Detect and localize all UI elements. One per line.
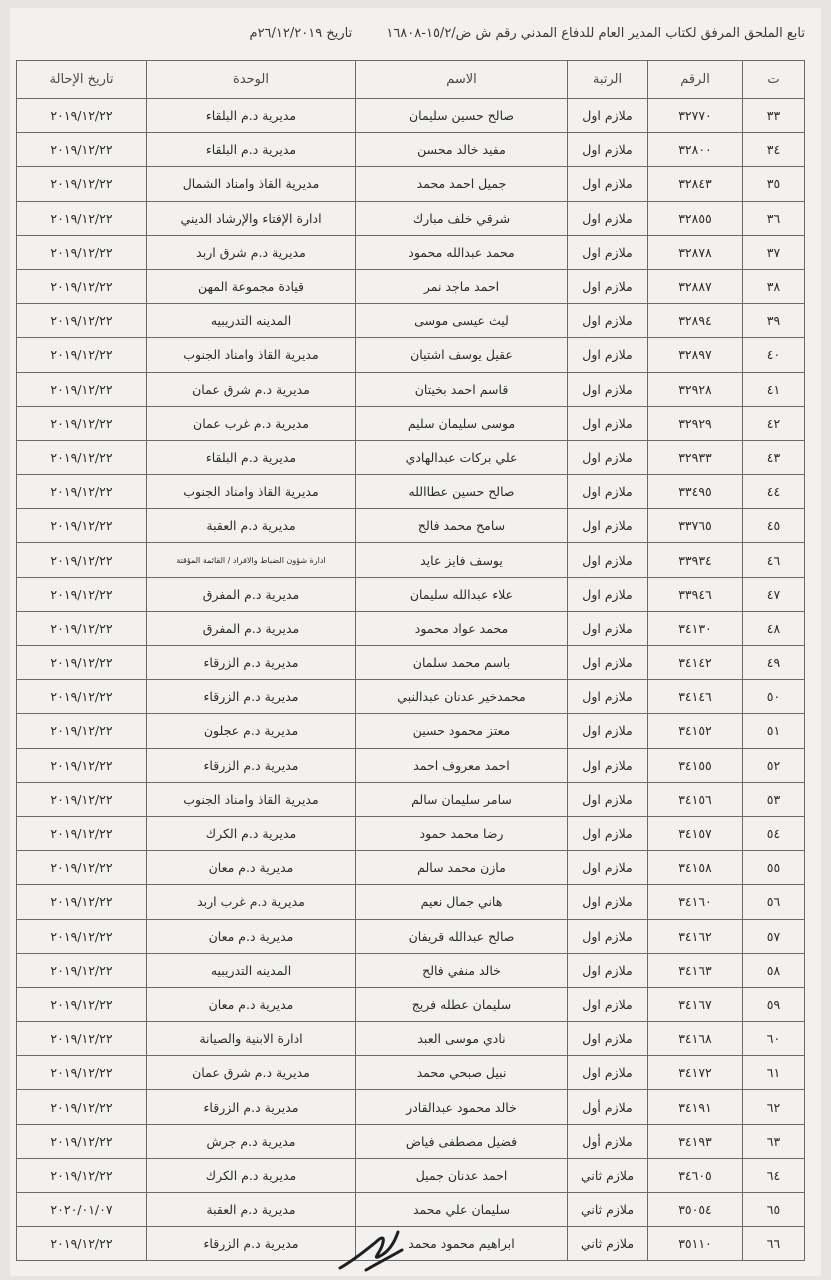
cell-name: احمد معروف احمد xyxy=(356,748,568,782)
cell-rank: ملازم اول xyxy=(568,269,648,303)
cell-unit: مديرية د.م شرق اربد xyxy=(147,235,356,269)
cell-rank: ملازم اول xyxy=(568,440,648,474)
table-row xyxy=(17,782,805,816)
cell-rank: ملازم اول xyxy=(568,372,648,406)
cell-rank: ملازم اول xyxy=(568,167,648,201)
cell-number: ٣٢٨٩٧ xyxy=(648,338,743,372)
cell-unit: مديرية د.م الزرقاء xyxy=(147,1227,356,1261)
cell-number: ٣٣٤٩٥ xyxy=(648,475,743,509)
cell-unit: مديرية القاذ وامناد الشمال xyxy=(147,167,356,201)
cell-number: ٣٢٨٠٠ xyxy=(648,133,743,167)
cell-name: احمد عدنان جميل xyxy=(356,1158,568,1192)
cell-name: سامر سليمان سالم xyxy=(356,782,568,816)
cell-number: ٣٥١١٠ xyxy=(648,1227,743,1261)
cell-name: شرقي خلف مبارك xyxy=(356,201,568,235)
cell-seq: ٥٢ xyxy=(743,748,805,782)
table-row xyxy=(17,953,805,987)
cell-name: سليمان علي محمد xyxy=(356,1193,568,1227)
cell-number: ٣٤١٩١ xyxy=(648,1090,743,1124)
cell-date: ٢٠١٩/١٢/٢٢ xyxy=(17,851,147,885)
cell-unit: مديرية د.م معان xyxy=(147,919,356,953)
cell-unit: مديرية د.م البلقاء xyxy=(147,133,356,167)
table-row xyxy=(17,680,805,714)
cell-seq: ٣٤ xyxy=(743,133,805,167)
cell-date: ٢٠١٩/١٢/٢٢ xyxy=(17,509,147,543)
cell-rank: ملازم اول xyxy=(568,235,648,269)
cell-unit: مديرية د.م المفرق xyxy=(147,577,356,611)
table-row xyxy=(17,338,805,372)
cell-rank: ملازم ثاني xyxy=(568,1158,648,1192)
cell-date: ٢٠١٩/١٢/٢٢ xyxy=(17,1158,147,1192)
cell-date: ٢٠١٩/١٢/٢٢ xyxy=(17,987,147,1021)
cell-rank: ملازم اول xyxy=(568,782,648,816)
cell-date: ٢٠١٩/١٢/٢٢ xyxy=(17,1227,147,1261)
cell-number: ٣٤١٦٠ xyxy=(648,885,743,919)
cell-seq: ٤١ xyxy=(743,372,805,406)
table-row xyxy=(17,748,805,782)
cell-date: ٢٠١٩/١٢/٢٢ xyxy=(17,1022,147,1056)
cell-number: ٣٤١٣٠ xyxy=(648,611,743,645)
cell-unit: قيادة مجموعة المهن xyxy=(147,269,356,303)
cell-seq: ٤٨ xyxy=(743,611,805,645)
cell-unit: مديرية د.م غرب عمان xyxy=(147,406,356,440)
cell-rank: ملازم اول xyxy=(568,748,648,782)
cell-name: محمدخير عدنان عبدالنبي xyxy=(356,680,568,714)
cell-name: علاء عبدالله سليمان xyxy=(356,577,568,611)
cell-seq: ٤٧ xyxy=(743,577,805,611)
cell-unit: مديرية د.م الزرقاء xyxy=(147,680,356,714)
cell-number: ٣٢٨٩٤ xyxy=(648,304,743,338)
column-header-unit: الوحدة xyxy=(147,61,356,99)
table-row xyxy=(17,167,805,201)
cell-date: ٢٠١٩/١٢/٢٢ xyxy=(17,816,147,850)
cell-seq: ٥٦ xyxy=(743,885,805,919)
cell-seq: ٣٣ xyxy=(743,99,805,133)
cell-date: ٢٠١٩/١٢/٢٢ xyxy=(17,782,147,816)
cell-name: رضا محمد حمود xyxy=(356,816,568,850)
cell-number: ٣٤١٧٢ xyxy=(648,1056,743,1090)
cell-unit: مديرية القاذ وامناد الجنوب xyxy=(147,782,356,816)
cell-number: ٣٢٩٢٨ xyxy=(648,372,743,406)
cell-rank: ملازم اول xyxy=(568,987,648,1021)
cell-name: جميل احمد محمد xyxy=(356,167,568,201)
cell-unit: المدينه التدريبيه xyxy=(147,304,356,338)
cell-rank: ملازم اول xyxy=(568,611,648,645)
table-row xyxy=(17,543,805,577)
cell-rank: ملازم اول xyxy=(568,577,648,611)
cell-date: ٢٠١٩/١٢/٢٢ xyxy=(17,269,147,303)
cell-rank: ملازم ثاني xyxy=(568,1227,648,1261)
table-row xyxy=(17,1056,805,1090)
table-row xyxy=(17,987,805,1021)
cell-number: ٣٤١٦٧ xyxy=(648,987,743,1021)
cell-rank: ملازم اول xyxy=(568,1022,648,1056)
cell-unit: مديرية د.م البلقاء xyxy=(147,99,356,133)
cell-number: ٣٤١٦٢ xyxy=(648,919,743,953)
cell-unit: مديرية د.م العقبة xyxy=(147,509,356,543)
table-row xyxy=(17,1090,805,1124)
cell-rank: ملازم اول xyxy=(568,680,648,714)
cell-rank: ملازم اول xyxy=(568,304,648,338)
cell-number: ٣٢٨٥٥ xyxy=(648,201,743,235)
cell-seq: ٤٤ xyxy=(743,475,805,509)
cell-name: علي بركات عبدالهادي xyxy=(356,440,568,474)
cell-unit: مديرية د.م الكرك xyxy=(147,1158,356,1192)
cell-date: ٢٠١٩/١٢/٢٢ xyxy=(17,1090,147,1124)
cell-unit: مديرية د.م عجلون xyxy=(147,714,356,748)
cell-rank: ملازم اول xyxy=(568,509,648,543)
cell-name: قاسم احمد بخيتان xyxy=(356,372,568,406)
cell-date: ٢٠١٩/١٢/٢٢ xyxy=(17,646,147,680)
cell-name: احمد ماجد نمر xyxy=(356,269,568,303)
cell-number: ٣٤١٤٢ xyxy=(648,646,743,680)
table-row xyxy=(17,269,805,303)
cell-date: ٢٠١٩/١٢/٢٢ xyxy=(17,611,147,645)
table-row xyxy=(17,816,805,850)
cell-rank: ملازم اول xyxy=(568,338,648,372)
cell-date: ٢٠١٩/١٢/٢٢ xyxy=(17,133,147,167)
cell-unit: مديرية د.م الكرك xyxy=(147,816,356,850)
cell-name: ابراهيم محمود محمد xyxy=(356,1227,568,1261)
cell-number: ٣٢٨٨٧ xyxy=(648,269,743,303)
cell-seq: ٦٥ xyxy=(743,1193,805,1227)
cell-rank: ملازم اول xyxy=(568,953,648,987)
cell-unit: مديرية د.م معان xyxy=(147,851,356,885)
cell-date: ٢٠١٩/١٢/٢٢ xyxy=(17,167,147,201)
cell-rank: ملازم اول xyxy=(568,201,648,235)
cell-number: ٣٤١٩٣ xyxy=(648,1124,743,1158)
table-row xyxy=(17,406,805,440)
cell-date: ٢٠١٩/١٢/٢٢ xyxy=(17,680,147,714)
cell-rank: ملازم اول xyxy=(568,1056,648,1090)
cell-name: نبيل صبحي محمد xyxy=(356,1056,568,1090)
table-row xyxy=(17,885,805,919)
table-row xyxy=(17,714,805,748)
table-row xyxy=(17,475,805,509)
cell-seq: ٣٥ xyxy=(743,167,805,201)
cell-unit: مديرية القاذ وامناد الجنوب xyxy=(147,338,356,372)
cell-seq: ٥٣ xyxy=(743,782,805,816)
table-body xyxy=(17,99,805,1261)
cell-name: نادي موسى العبد xyxy=(356,1022,568,1056)
cell-date: ٢٠١٩/١٢/٢٢ xyxy=(17,235,147,269)
cell-date: ٢٠١٩/١٢/٢٢ xyxy=(17,1124,147,1158)
table-row xyxy=(17,99,805,133)
cell-date: ٢٠١٩/١٢/٢٢ xyxy=(17,953,147,987)
cell-rank: ملازم اول xyxy=(568,646,648,680)
cell-number: ٣٣٧٦٥ xyxy=(648,509,743,543)
cell-date: ٢٠١٩/١٢/٢٢ xyxy=(17,475,147,509)
cell-seq: ٥٨ xyxy=(743,953,805,987)
cell-seq: ٦٢ xyxy=(743,1090,805,1124)
cell-unit: مديرية د.م شرق عمان xyxy=(147,372,356,406)
cell-date: ٢٠١٩/١٢/٢٢ xyxy=(17,1056,147,1090)
cell-number: ٣٤١٥٥ xyxy=(648,748,743,782)
cell-number: ٣٢٩٢٩ xyxy=(648,406,743,440)
cell-unit: ادارة شؤون الضباط والافراد / القائمة المؤقتة xyxy=(147,543,356,577)
cell-name: ليث عيسى موسى xyxy=(356,304,568,338)
cell-rank: ملازم اول xyxy=(568,475,648,509)
cell-date: ٢٠١٩/١٢/٢٢ xyxy=(17,748,147,782)
table-row xyxy=(17,1022,805,1056)
cell-number: ٣٤١٤٦ xyxy=(648,680,743,714)
cell-rank: ملازم اول xyxy=(568,714,648,748)
cell-number: ٣٣٩٤٦ xyxy=(648,577,743,611)
table-row xyxy=(17,1193,805,1227)
cell-rank: ملازم اول xyxy=(568,919,648,953)
cell-unit: مديرية د.م شرق عمان xyxy=(147,1056,356,1090)
cell-date: ٢٠٢٠/٠١/٠٧ xyxy=(17,1193,147,1227)
column-header-rank: الرتبة xyxy=(568,61,648,99)
cell-number: ٣٥٠٥٤ xyxy=(648,1193,743,1227)
table-row xyxy=(17,372,805,406)
cell-number: ٣٣٩٣٤ xyxy=(648,543,743,577)
cell-seq: ٦٦ xyxy=(743,1227,805,1261)
cell-rank: ملازم اول xyxy=(568,816,648,850)
cell-name: سامح محمد فالح xyxy=(356,509,568,543)
cell-name: محمد عبدالله محمود xyxy=(356,235,568,269)
cell-number: ٣٤٦٠٥ xyxy=(648,1158,743,1192)
cell-unit: مديرية د.م جرش xyxy=(147,1124,356,1158)
cell-name: صالح عبدالله قريفان xyxy=(356,919,568,953)
cell-seq: ٥١ xyxy=(743,714,805,748)
table-row xyxy=(17,1158,805,1192)
cell-seq: ٦٣ xyxy=(743,1124,805,1158)
cell-unit: مديرية د.م الزرقاء xyxy=(147,1090,356,1124)
cell-rank: ملازم ثاني xyxy=(568,1193,648,1227)
cell-name: يوسف فايز عايد xyxy=(356,543,568,577)
cell-date: ٢٠١٩/١٢/٢٢ xyxy=(17,304,147,338)
cell-date: ٢٠١٩/١٢/٢٢ xyxy=(17,338,147,372)
table-row xyxy=(17,646,805,680)
cell-date: ٢٠١٩/١٢/٢٢ xyxy=(17,919,147,953)
table-row xyxy=(17,235,805,269)
table-row xyxy=(17,509,805,543)
cell-number: ٣٤١٦٣ xyxy=(648,953,743,987)
cell-seq: ٥٩ xyxy=(743,987,805,1021)
cell-unit: مديرية د.م العقبة xyxy=(147,1193,356,1227)
cell-unit: مديرية د.م غرب اربد xyxy=(147,885,356,919)
table-row xyxy=(17,201,805,235)
cell-date: ٢٠١٩/١٢/٢٢ xyxy=(17,201,147,235)
cell-date: ٢٠١٩/١٢/٢٢ xyxy=(17,714,147,748)
cell-date: ٢٠١٩/١٢/٢٢ xyxy=(17,372,147,406)
table-header-row xyxy=(17,61,805,99)
cell-name: صالح حسين سليمان xyxy=(356,99,568,133)
cell-name: معتز محمود حسين xyxy=(356,714,568,748)
cell-unit: المدينه التدريبيه xyxy=(147,953,356,987)
cell-name: مازن محمد سالم xyxy=(356,851,568,885)
cell-date: ٢٠١٩/١٢/٢٢ xyxy=(17,885,147,919)
cell-name: محمد عواد محمود xyxy=(356,611,568,645)
cell-rank: ملازم أول xyxy=(568,1124,648,1158)
cell-number: ٣٢٨٧٨ xyxy=(648,235,743,269)
cell-number: ٣٢٧٧٠ xyxy=(648,99,743,133)
cell-number: ٣٢٩٣٣ xyxy=(648,440,743,474)
cell-name: خالد محمود عبدالقادر xyxy=(356,1090,568,1124)
cell-rank: ملازم اول xyxy=(568,99,648,133)
cell-seq: ٤٩ xyxy=(743,646,805,680)
table-row xyxy=(17,1227,805,1261)
cell-seq: ٥٤ xyxy=(743,816,805,850)
cell-date: ٢٠١٩/١٢/٢٢ xyxy=(17,99,147,133)
cell-unit: مديرية د.م الزرقاء xyxy=(147,646,356,680)
cell-date: ٢٠١٩/١٢/٢٢ xyxy=(17,543,147,577)
table-row xyxy=(17,851,805,885)
cell-seq: ٥٠ xyxy=(743,680,805,714)
cell-name: سليمان عطله فريج xyxy=(356,987,568,1021)
cell-date: ٢٠١٩/١٢/٢٢ xyxy=(17,577,147,611)
cell-name: موسى سليمان سليم xyxy=(356,406,568,440)
table-row xyxy=(17,1124,805,1158)
cell-seq: ٣٩ xyxy=(743,304,805,338)
handwritten-signature xyxy=(336,1220,406,1275)
cell-unit: ادارة الابنية والصيانة xyxy=(147,1022,356,1056)
cell-seq: ٥٥ xyxy=(743,851,805,885)
cell-rank: ملازم اول xyxy=(568,851,648,885)
header-date: تاريخ ٢٦/١٢/٢٠١٩م xyxy=(249,26,353,41)
cell-seq: ٤٦ xyxy=(743,543,805,577)
column-header-date: تاريخ الإحالة xyxy=(17,61,147,99)
cell-seq: ٣٨ xyxy=(743,269,805,303)
cell-number: ٣٤١٥٦ xyxy=(648,782,743,816)
cell-seq: ٤٥ xyxy=(743,509,805,543)
cell-rank: ملازم اول xyxy=(568,406,648,440)
cell-seq: ٤٣ xyxy=(743,440,805,474)
cell-number: ٣٢٨٤٣ xyxy=(648,167,743,201)
cell-number: ٣٤١٥٧ xyxy=(648,816,743,850)
cell-unit: مديرية د.م المفرق xyxy=(147,611,356,645)
cell-rank: ملازم اول xyxy=(568,885,648,919)
cell-name: هاني جمال نعيم xyxy=(356,885,568,919)
cell-name: صالح حسين عطاالله xyxy=(356,475,568,509)
table-row xyxy=(17,611,805,645)
cell-unit: مديرية د.م البلقاء xyxy=(147,440,356,474)
cell-unit: مديرية القاذ وامناد الجنوب xyxy=(147,475,356,509)
table-row xyxy=(17,304,805,338)
cell-name: فضيل مصطفى فياض xyxy=(356,1124,568,1158)
table-row xyxy=(17,919,805,953)
cell-date: ٢٠١٩/١٢/٢٢ xyxy=(17,406,147,440)
column-header-number: الرقم xyxy=(648,61,743,99)
cell-seq: ٦٤ xyxy=(743,1158,805,1192)
cell-seq: ٤٢ xyxy=(743,406,805,440)
header-reference: تابع الملحق المرفق لكتاب المدير العام للدفاع المدني رقم ش ض/١٥/٢-١٦٨٠٨ xyxy=(386,26,805,41)
cell-name: خالد منفي فالح xyxy=(356,953,568,987)
cell-number: ٣٤١٦٨ xyxy=(648,1022,743,1056)
cell-seq: ٦١ xyxy=(743,1056,805,1090)
cell-unit: ادارة الإفتاء والإرشاد الديني xyxy=(147,201,356,235)
cell-name: باسم محمد سلمان xyxy=(356,646,568,680)
cell-number: ٣٤١٥٨ xyxy=(648,851,743,885)
cell-date: ٢٠١٩/١٢/٢٢ xyxy=(17,440,147,474)
column-header-seq: ت xyxy=(743,61,805,99)
cell-name: مفيد خالد محسن xyxy=(356,133,568,167)
cell-seq: ٣٧ xyxy=(743,235,805,269)
cell-seq: ٥٧ xyxy=(743,919,805,953)
cell-seq: ٦٠ xyxy=(743,1022,805,1056)
cell-rank: ملازم اول xyxy=(568,543,648,577)
column-header-name: الاسم xyxy=(356,61,568,99)
cell-unit: مديرية د.م معان xyxy=(147,987,356,1021)
cell-unit: مديرية د.م الزرقاء xyxy=(147,748,356,782)
cell-rank: ملازم أول xyxy=(568,1090,648,1124)
cell-rank: ملازم اول xyxy=(568,133,648,167)
table-row xyxy=(17,440,805,474)
cell-number: ٣٤١٥٢ xyxy=(648,714,743,748)
cell-name: عقيل يوسف اشتيان xyxy=(356,338,568,372)
document-header xyxy=(50,26,805,41)
cell-seq: ٤٠ xyxy=(743,338,805,372)
cell-seq: ٣٦ xyxy=(743,201,805,235)
personnel-table xyxy=(16,60,805,1261)
table-row xyxy=(17,577,805,611)
table-row xyxy=(17,133,805,167)
